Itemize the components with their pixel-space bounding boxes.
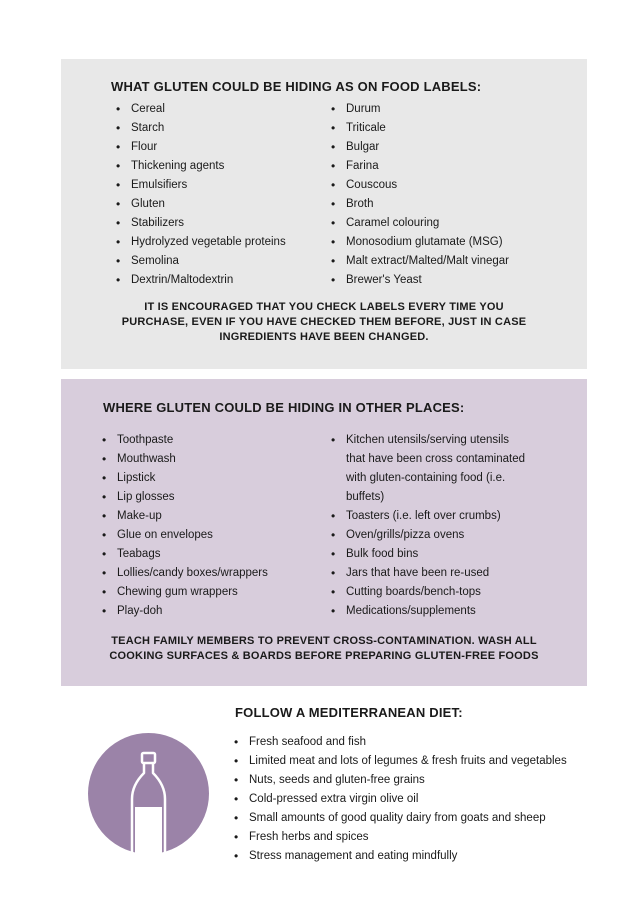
list-item: • Limited meat and lots of legumes & fresh fruits and vegetables (234, 752, 594, 771)
list-item: • Nuts, seeds and gluten-free grains (234, 771, 594, 790)
food-labels-list-left (116, 100, 326, 290)
list-item: • Dextrin/Maltodextrin (116, 271, 326, 290)
other-places-list-left (102, 431, 317, 621)
list-item: • Stress management and eating mindfully (234, 847, 594, 866)
list-item: • Flour (116, 138, 326, 157)
other-places-panel (61, 379, 587, 686)
list-item: • Stabilizers (116, 214, 326, 233)
list-item: • Cereal (116, 100, 326, 119)
list-item: • Jars that have been re-used (331, 564, 531, 583)
list-item: • Monosodium glutamate (MSG) (331, 233, 571, 252)
list-item: • Make-up (102, 507, 317, 526)
list-item: • Play-doh (102, 602, 317, 621)
other-places-note (61, 634, 587, 664)
list-item: • Starch (116, 119, 326, 138)
note-line: INGREDIENTS HAVE BEEN CHANGED. (219, 331, 429, 343)
list-item: • Couscous (331, 176, 571, 195)
food-labels-note (61, 300, 587, 345)
list-item: • Lollies/candy boxes/wrappers (102, 564, 317, 583)
list-item: • Cold-pressed extra virgin olive oil (234, 790, 594, 809)
list-item: • Fresh seafood and fish (234, 733, 594, 752)
list-item: • Semolina (116, 252, 326, 271)
list-item: • Lip glosses (102, 488, 317, 507)
list-item: • Lipstick (102, 469, 317, 488)
note-line: COOKING SURFACES & BOARDS BEFORE PREPARING GLUTEN-FREE FOODS (109, 650, 539, 662)
mediterranean-heading: FOLLOW A MEDITERRANEAN DIET: (235, 705, 463, 720)
note-line: PURCHASE, EVEN IF YOU HAVE CHECKED THEM BEFORE, JUST IN CASE (121, 316, 527, 328)
list-item: • Glue on envelopes (102, 526, 317, 545)
list-item: • Hydrolyzed vegetable proteins (116, 233, 326, 252)
list-item: • Medications/supplements (331, 602, 531, 621)
olive-oil-bottle-icon (88, 733, 209, 854)
mediterranean-list (234, 733, 594, 866)
food-labels-list-right (331, 100, 571, 290)
list-item: • Kitchen utensils/serving utensils that have been cross contaminated with gluten-containing food (i.e. buffets) (331, 431, 531, 507)
list-item: • Durum (331, 100, 571, 119)
food-labels-panel (61, 59, 587, 369)
list-item: • Teabags (102, 545, 317, 564)
note-line: TEACH FAMILY MEMBERS TO PREVENT CROSS-CONTAMINATION. WASH ALL (111, 635, 537, 647)
list-item: • Emulsifiers (116, 176, 326, 195)
list-item: • Caramel colouring (331, 214, 571, 233)
list-item: • Toothpaste (102, 431, 317, 450)
list-item: • Mouthwash (102, 450, 317, 469)
list-item: • Farina (331, 157, 571, 176)
other-places-list-right (331, 431, 531, 621)
list-item: • Thickening agents (116, 157, 326, 176)
list-item: • Malt extract/Malted/Malt vinegar (331, 252, 571, 271)
list-item: • Chewing gum wrappers (102, 583, 317, 602)
other-places-heading: WHERE GLUTEN COULD BE HIDING IN OTHER PLACES: (103, 400, 465, 415)
list-item: • Broth (331, 195, 571, 214)
list-item: • Triticale (331, 119, 571, 138)
list-item: • Bulgar (331, 138, 571, 157)
list-item: • Oven/grills/pizza ovens (331, 526, 531, 545)
olive-oil-circle (88, 733, 209, 854)
list-item: • Brewer's Yeast (331, 271, 571, 290)
list-item: • Cutting boards/bench-tops (331, 583, 531, 602)
list-item: • Fresh herbs and spices (234, 828, 594, 847)
list-item: • Toasters (i.e. left over crumbs) (331, 507, 531, 526)
note-line: IT IS ENCOURAGED THAT YOU CHECK LABELS EVERY TIME YOU (144, 301, 504, 313)
list-item: • Bulk food bins (331, 545, 531, 564)
list-item: • Gluten (116, 195, 326, 214)
food-labels-heading: WHAT GLUTEN COULD BE HIDING AS ON FOOD LABELS: (111, 79, 482, 94)
list-item: • Small amounts of good quality dairy from goats and sheep (234, 809, 594, 828)
